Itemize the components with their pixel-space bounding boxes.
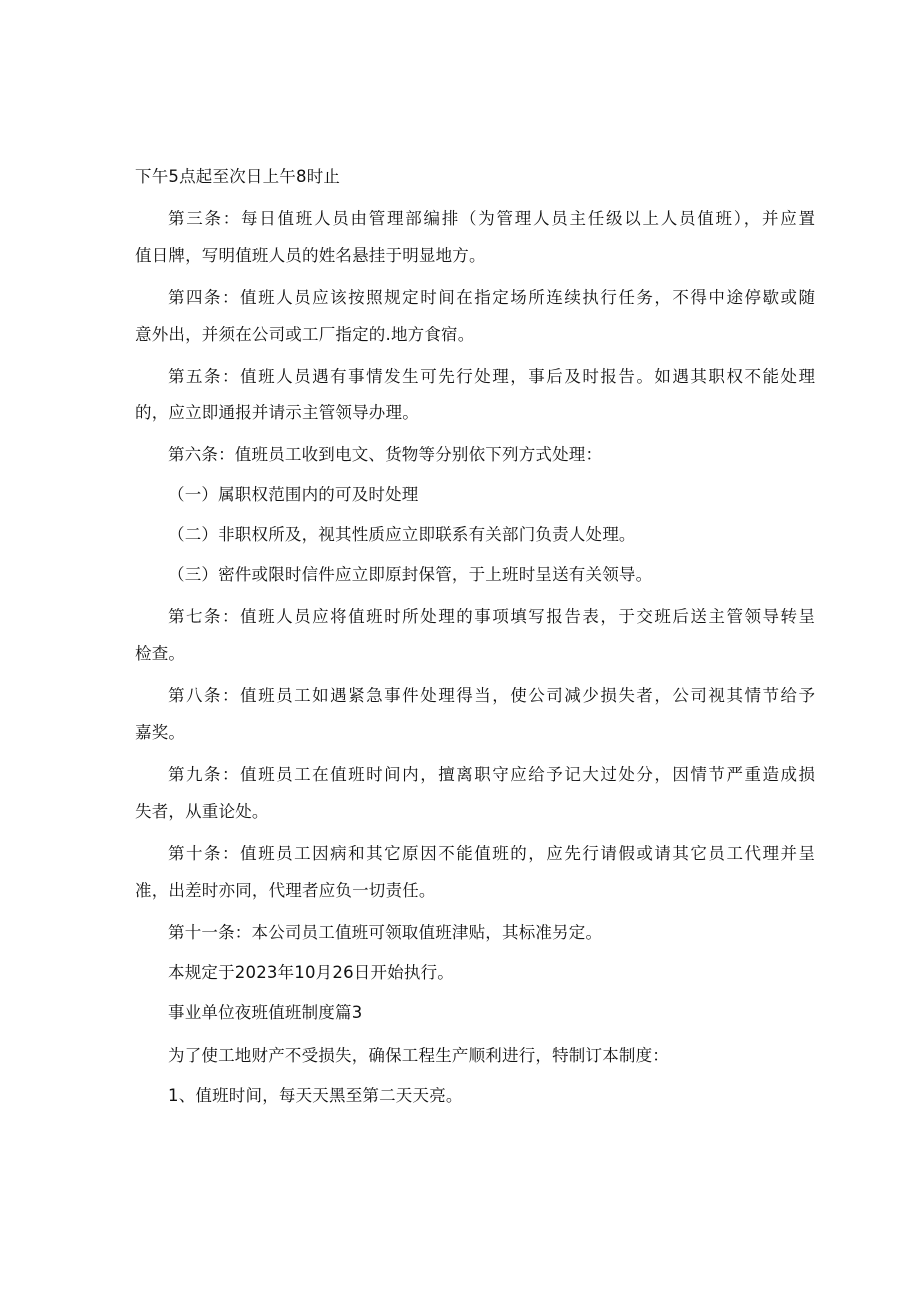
article-10-line-1: 第十条：值班员工因病和其它原因不能值班的，应先行请假或请其它员工代理并呈 [168,844,815,863]
article-9-line-1: 第九条：值班员工在值班时间内，擅离职守应给予记大过处分，因情节严重造成损 [168,765,815,784]
article-4-line-2: 意外出，并须在公司或工厂指定的.地方食宿。 [135,325,475,344]
article-4-line-1: 第四条：值班人员应该按照规定时间在指定场所连续执行任务，不得中途停歇或随 [168,288,815,307]
intro-line: 为了使工地财产不受损失，确保工程生产顺利进行，特制订本制度： [168,1046,669,1065]
effective-date-line: 本规定于2023年10月26日开始执行。 [168,963,454,982]
article-6-line: 第六条：值班员工收到电文、货物等分别依下列方式处理： [168,445,603,464]
article-8-line-1: 第八条：值班员工如遇紧急事件处理得当，使公司减少损失者，公司视其情节给予 [168,686,815,705]
article-6-item-1: （一）属职权范围内的可及时处理 [168,485,419,504]
article-7-line-1: 第七条：值班人员应将值班时所处理的事项填写报告表，于交班后送主管领导转呈 [168,607,815,626]
article-7-line-2: 检查。 [135,644,186,663]
article-6-item-2: （二）非职权所及，视其性质应立即联系有关部门负责人处理。 [168,525,636,544]
article-9-line-2: 失者，从重论处。 [135,802,269,821]
article-6-item-3: （三）密件或限时信件应立即原封保管，于上班时呈送有关领导。 [168,565,653,584]
article-3-line-2: 值日牌，写明值班人员的姓名悬挂于明显地方。 [135,246,486,265]
rule-1-line: 1、值班时间，每天天黑至第二天天亮。 [168,1086,463,1105]
article-5-line-1: 第五条：值班人员遇有事情发生可先行处理，事后及时报告。如遇其职权不能处理 [168,367,815,386]
article-5-line-2: 的，应立即通报并请示主管领导办理。 [135,403,419,422]
article-11-line: 第十一条：本公司员工值班可领取值班津贴，其标准另定。 [168,923,603,942]
article-3-line-1: 第三条：每日值班人员由管理部编排（为管理人员主任级以上人员值班），并应置 [168,209,815,228]
text-line: 下午5点起至次日上午8时止 [135,167,341,186]
article-10-line-2: 准，出差时亦同，代理者应负一切责任。 [135,881,436,900]
section-heading: 事业单位夜班值班制度篇3 [168,1003,363,1022]
article-8-line-2: 嘉奖。 [135,723,186,742]
